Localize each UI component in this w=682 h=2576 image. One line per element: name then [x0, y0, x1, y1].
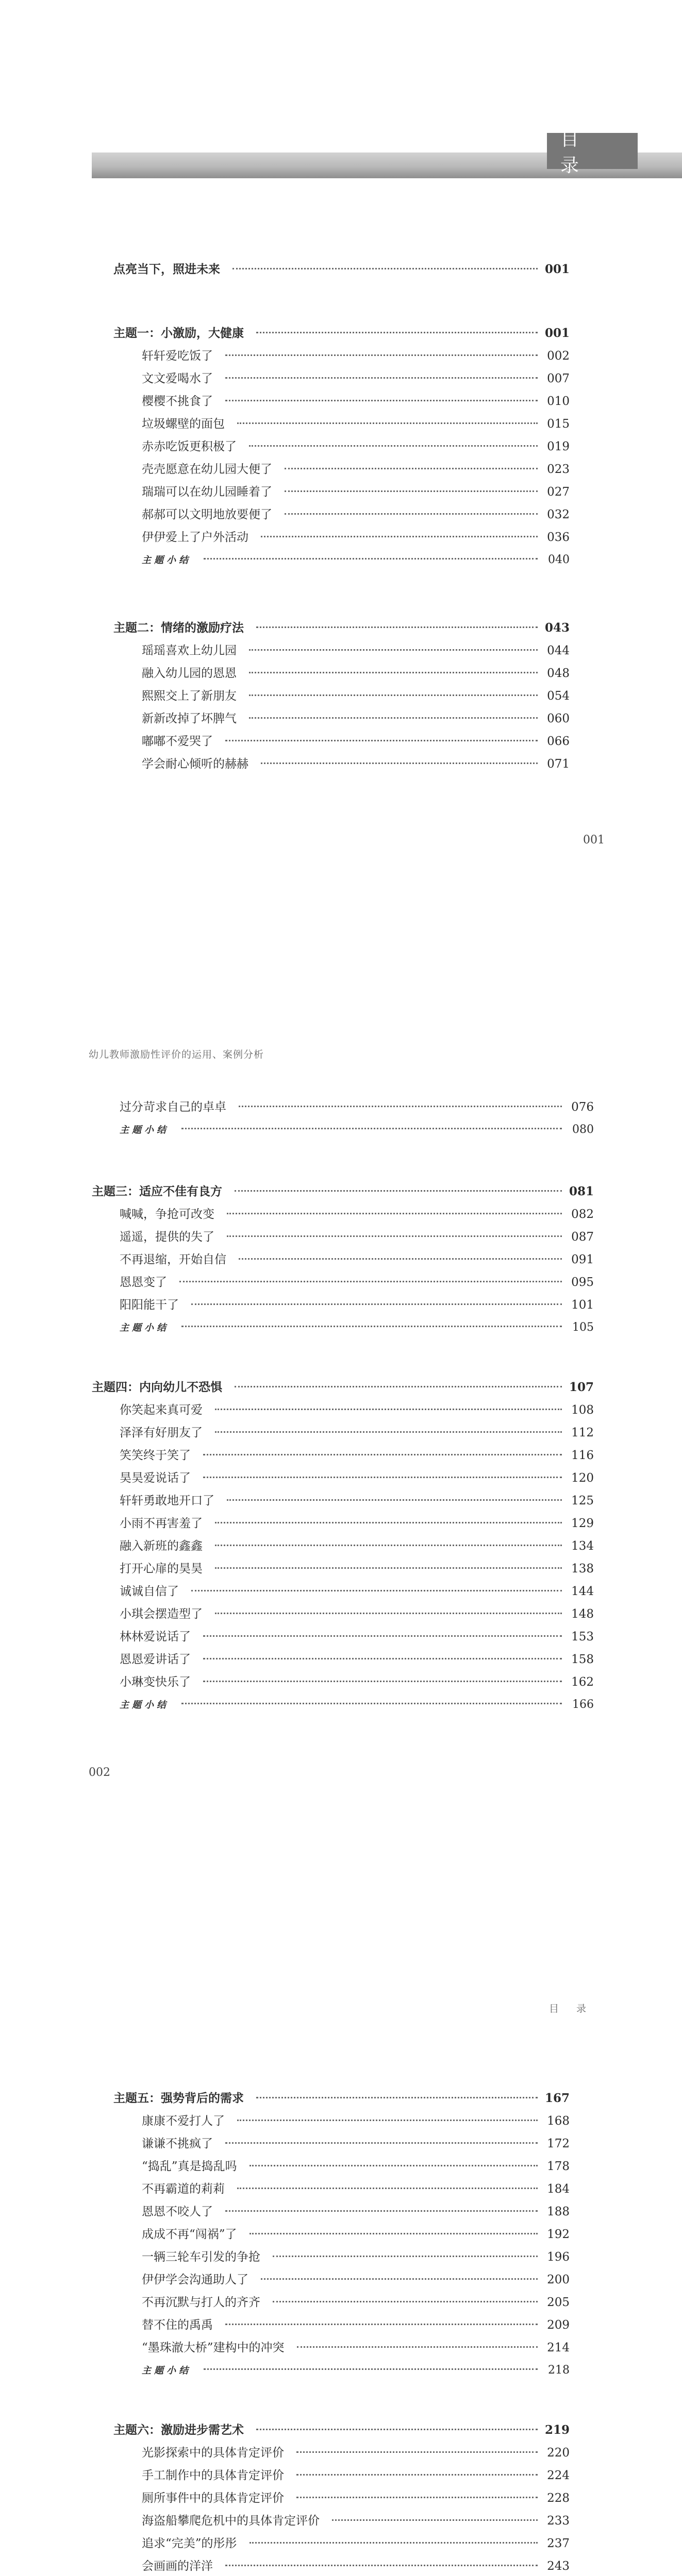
toc-entry-title: 手工制作中的具体肯定评价: [142, 2469, 284, 2482]
dot-leader: [215, 1613, 562, 1614]
toc-entry[interactable]: [120, 1470, 594, 1486]
toc-entry-page: 205: [547, 2296, 570, 2309]
dot-leader: [203, 1681, 562, 1682]
toc-entry[interactable]: [142, 666, 570, 681]
toc-entry-title: 郝郝可以文明地放要便了: [142, 508, 272, 521]
dot-leader: [232, 268, 538, 269]
dot-leader: [285, 513, 538, 515]
toc-entry[interactable]: [142, 2113, 570, 2129]
toc-entry[interactable]: [142, 2317, 570, 2333]
dot-leader: [296, 2474, 538, 2476]
toc-entry[interactable]: [120, 1561, 594, 1577]
toc-entry-title: 笑笑终于笑了: [120, 1449, 191, 1462]
dot-leader: [203, 1454, 562, 1455]
dot-leader: [249, 717, 538, 719]
toc-entry-title: 融入新班的鑫鑫: [120, 1539, 203, 1553]
toc-entry[interactable]: [142, 711, 570, 726]
dot-leader: [332, 2519, 538, 2521]
dot-leader: [215, 1522, 562, 1523]
toc-entry-page: 048: [547, 667, 570, 680]
toc-entry[interactable]: [120, 1099, 594, 1115]
dot-leader: [203, 1658, 562, 1659]
dot-leader: [225, 2210, 538, 2212]
toc-entry-page: 144: [571, 1585, 594, 1598]
toc-entry[interactable]: [142, 2295, 570, 2310]
dot-leader: [191, 1303, 562, 1305]
dot-leader: [215, 1545, 562, 1546]
toc-entry-page: 112: [571, 1426, 594, 1439]
toc-entry-title: “捣乱”真是捣乱吗: [142, 2160, 237, 2173]
toc-topic-heading[interactable]: [92, 1380, 594, 1395]
toc-entry-page: 220: [547, 2446, 570, 2460]
toc-entry-page: 153: [571, 1630, 594, 1643]
toc-entry-title: 会画画的洋洋: [142, 2560, 213, 2573]
dot-leader: [261, 536, 538, 537]
toc-entry-title: 康康不爱打人了: [142, 2114, 225, 2128]
toc-entry[interactable]: [142, 2513, 570, 2529]
toc-entry[interactable]: [142, 2227, 570, 2242]
dot-leader: [249, 694, 538, 696]
toc-entry-title: 主题小结: [120, 1700, 169, 1710]
toc-entry-title: 主题三：适应不佳有良方: [92, 1184, 222, 1198]
toc-entry-title: 成成不再“闯祸”了: [142, 2228, 237, 2241]
toc-entry[interactable]: [142, 2136, 570, 2151]
toc-entry-page: 087: [571, 1230, 594, 1244]
toc-entry-title: 光影探索中的具体肯定评价: [142, 2446, 284, 2460]
toc-entry-title: 伊伊学会沟通助人了: [142, 2273, 248, 2286]
toc-entry-page: 043: [544, 621, 570, 635]
toc-entry-title: 樱樱不挑食了: [142, 395, 213, 408]
dot-leader: [225, 2565, 538, 2566]
toc-entry-page: 138: [571, 1562, 594, 1575]
toc-entry-page: 172: [547, 2137, 570, 2150]
dot-leader: [297, 2346, 538, 2348]
toc-entry-title: 过分苛求自己的卓卓: [120, 1100, 226, 1114]
toc-entry[interactable]: [142, 2204, 570, 2219]
toc-entry[interactable]: [142, 688, 570, 704]
running-head: 幼儿教师激励性评价的运用、案例分析: [89, 1049, 264, 1060]
dot-leader: [225, 377, 538, 379]
toc-header-box: 目 录: [547, 133, 638, 169]
toc-entry-summary[interactable]: [120, 1320, 594, 1335]
toc-entry-title: 主题二：情绪的激励疗法: [113, 621, 244, 635]
toc-entry-page: 184: [547, 2182, 570, 2196]
toc-entry-title: 轩轩爱吃饭了: [142, 349, 213, 363]
toc-entry-title: 主题小结: [120, 1125, 169, 1136]
toc-entry[interactable]: [142, 643, 570, 658]
dot-leader: [256, 2429, 538, 2430]
toc-entry-title: 垃圾螺壁的面包: [142, 417, 225, 431]
toc-entry-title: 小琪会摆造型了: [120, 1607, 203, 1621]
toc-entry-page: 224: [547, 2469, 570, 2482]
toc-entry-page: 101: [571, 1298, 594, 1312]
toc-entry-page: 188: [547, 2205, 570, 2218]
toc-entry[interactable]: [142, 2272, 570, 2287]
toc-entry[interactable]: [120, 1207, 594, 1222]
toc-entry-page: 040: [548, 553, 570, 566]
toc-entry-title: 嘟嘟不爱哭了: [142, 735, 213, 748]
toc-entry-title: 瑞瑞可以在幼儿园睡着了: [142, 485, 272, 499]
toc-entry-intro[interactable]: [113, 262, 570, 277]
toc-entry-title: 恩恩变了: [120, 1276, 167, 1289]
toc-entry[interactable]: [120, 1297, 594, 1313]
toc-entry-title: 不再沉默与打人的齐齐: [142, 2296, 260, 2309]
toc-entry-page: 015: [547, 417, 570, 431]
toc-entry-page: 002: [547, 349, 570, 363]
toc-entry-page: 001: [544, 262, 570, 276]
dot-leader: [227, 1499, 562, 1501]
toc-page-3: [0, 1908, 682, 2576]
toc-entry-title: 瑶瑶喜欢上幼儿园: [142, 644, 237, 657]
toc-entry-page: 027: [547, 485, 570, 499]
toc-entry[interactable]: [142, 394, 570, 409]
toc-entry-page: 081: [569, 1184, 594, 1198]
toc-entry-title: 阳阳能干了: [120, 1298, 179, 1312]
toc-entry[interactable]: [120, 1538, 594, 1554]
toc-entry-page: 218: [548, 2364, 570, 2377]
toc-entry-page: 019: [547, 440, 570, 453]
toc-entry-title: 小琳变快乐了: [120, 1675, 191, 1689]
dot-leader: [261, 762, 538, 764]
toc-entry-title: 主题一：小激励，大健康: [113, 326, 244, 340]
toc-entry-page: 082: [571, 1208, 594, 1221]
toc-entry-summary[interactable]: [142, 552, 570, 568]
toc-entry-page: 125: [571, 1494, 594, 1507]
toc-entry-title: 你笑起来真可爱: [120, 1403, 203, 1417]
toc-entry-page: 080: [572, 1123, 594, 1136]
toc-entry-page: 134: [571, 1539, 594, 1553]
toc-entry[interactable]: [120, 1584, 594, 1599]
toc-entry-page: 166: [572, 1698, 594, 1711]
toc-entry-page: 032: [547, 508, 570, 521]
toc-entry[interactable]: [142, 348, 570, 364]
toc-entry-page: 243: [547, 2560, 570, 2573]
dot-leader: [203, 1477, 562, 1478]
page-number: 001: [583, 834, 605, 846]
toc-entry[interactable]: [142, 734, 570, 749]
toc-entry-summary[interactable]: [142, 2363, 570, 2378]
toc-entry-page: 054: [547, 689, 570, 703]
toc-entry-page: 023: [547, 463, 570, 476]
toc-entry-title: 壳壳愿意在幼儿园大便了: [142, 463, 272, 476]
toc-entry-page: 001: [544, 326, 570, 340]
page-number: 002: [89, 1766, 110, 1779]
dot-leader: [191, 1590, 562, 1591]
dot-leader: [181, 1326, 562, 1327]
toc-topic-heading[interactable]: [92, 1184, 594, 1199]
toc-entry-title: 谦谦不挑疯了: [142, 2137, 213, 2150]
toc-entry[interactable]: [142, 2558, 570, 2574]
toc-entry[interactable]: [142, 462, 570, 477]
toc-entry-page: 200: [547, 2273, 570, 2286]
dot-leader: [249, 2233, 538, 2234]
toc-entry[interactable]: [142, 2340, 570, 2355]
toc-entry-page: 076: [571, 1100, 594, 1114]
toc-entry[interactable]: [142, 2445, 570, 2461]
toc-entry-page: 209: [547, 2318, 570, 2332]
toc-entry[interactable]: [120, 1425, 594, 1440]
toc-entry-page: 219: [544, 2423, 570, 2437]
toc-entry-title: 轩轩勇敢地开口了: [120, 1494, 214, 1507]
dot-leader: [225, 354, 538, 356]
toc-entry-title: 厕所事件中的具体肯定评价: [142, 2492, 284, 2505]
toc-entry[interactable]: [142, 756, 570, 772]
toc-entry[interactable]: [120, 1229, 594, 1245]
running-head: 目 录: [548, 2003, 593, 2014]
toc-topic-heading[interactable]: [113, 326, 570, 341]
dot-leader: [235, 1190, 562, 1192]
dot-leader: [249, 445, 538, 447]
dot-leader: [225, 2142, 538, 2144]
toc-entry[interactable]: [120, 1493, 594, 1509]
toc-topic-heading[interactable]: [113, 620, 570, 636]
dot-leader: [215, 1431, 562, 1433]
toc-entry-page: 071: [547, 757, 570, 771]
dot-leader: [273, 2256, 538, 2257]
toc-entry-title: 主题小结: [120, 1323, 169, 1333]
dot-leader: [249, 2542, 538, 2544]
dot-leader: [249, 649, 538, 651]
toc-entry[interactable]: [142, 2490, 570, 2506]
toc-entry-title: 替不住的禹禹: [142, 2318, 213, 2332]
toc-entry[interactable]: [142, 2181, 570, 2197]
toc-entry[interactable]: [120, 1606, 594, 1622]
toc-entry[interactable]: [120, 1402, 594, 1418]
toc-entry-title: 伊伊爱上了户外活动: [142, 531, 248, 544]
toc-entry-page: 148: [571, 1607, 594, 1621]
toc-entry-page: 120: [571, 1471, 594, 1485]
toc-entry[interactable]: [142, 416, 570, 432]
toc-entry[interactable]: [120, 1275, 594, 1290]
toc-entry-title: 主题五：强势背后的需求: [113, 2091, 244, 2105]
toc-entry-title: 不再霸道的莉莉: [142, 2182, 225, 2196]
dot-leader: [256, 2097, 538, 2098]
toc-entry-title: 海盗船攀爬危机中的具体肯定评价: [142, 2514, 320, 2528]
toc-entry-title: 泽泽有好朋友了: [120, 1426, 203, 1439]
dot-leader: [256, 626, 538, 628]
dot-leader: [285, 490, 538, 492]
toc-entry-page: 196: [547, 2250, 570, 2264]
toc-entry-title: 林林爱说话了: [120, 1630, 191, 1643]
dot-leader: [215, 1567, 562, 1569]
dot-leader: [273, 2301, 538, 2302]
toc-entry-title: 点亮当下，照进未来: [113, 262, 220, 276]
toc-entry-title: 主题小结: [142, 555, 191, 566]
dot-leader: [203, 1635, 562, 1637]
toc-entry[interactable]: [120, 1629, 594, 1645]
dot-leader: [285, 468, 538, 469]
toc-entry-title: 一辆三轮车引发的争抢: [142, 2250, 260, 2264]
toc-entry-title: 恩恩爱讲话了: [120, 1653, 191, 1666]
dot-leader: [225, 740, 538, 741]
toc-entry[interactable]: [120, 1448, 594, 1463]
toc-entry[interactable]: [120, 1674, 594, 1690]
toc-entry[interactable]: [142, 2468, 570, 2483]
dot-leader: [225, 400, 538, 401]
toc-entry[interactable]: [142, 439, 570, 454]
dot-leader: [181, 1128, 562, 1129]
dot-leader: [239, 1258, 562, 1260]
toc-entry-page: 091: [571, 1253, 594, 1266]
toc-entry-title: 打开心扉的昊昊: [120, 1562, 203, 1575]
dot-leader: [235, 1386, 562, 1387]
dot-leader: [225, 2324, 538, 2325]
toc-entry-page: 060: [547, 712, 570, 725]
toc-entry-title: 熙熙交上了新朋友: [142, 689, 237, 703]
toc-entry-title: 文文爱喝水了: [142, 372, 213, 385]
dot-leader: [296, 2451, 538, 2453]
dot-leader: [215, 1409, 562, 1410]
toc-entry-title: “墨珠澈大桥”建构中的冲突: [142, 2341, 285, 2354]
toc-entry-page: 214: [547, 2341, 570, 2354]
toc-entry[interactable]: [120, 1652, 594, 1667]
toc-entry-title: 昊昊爱说话了: [120, 1471, 191, 1485]
toc-entry-page: 116: [571, 1449, 594, 1462]
toc-entry-title: 不再退缩，开始自信: [120, 1253, 226, 1266]
toc-entry-page: 192: [547, 2228, 570, 2241]
dot-leader: [204, 558, 538, 560]
toc-entry-page: 066: [547, 735, 570, 748]
toc-entry-page: 044: [547, 644, 570, 657]
dot-leader: [237, 422, 538, 424]
toc-entry-title: 赤赤吃饭更积极了: [142, 440, 237, 453]
dot-leader: [261, 2278, 538, 2280]
toc-entry-title: 新新改掉了坏脾气: [142, 712, 237, 725]
toc-entry-page: 233: [547, 2514, 570, 2528]
toc-entry-title: 遥遥，提供的失了: [120, 1230, 214, 1244]
dot-leader: [237, 2188, 538, 2189]
toc-entry-title: 追求“完美”的彤彤: [142, 2537, 237, 2550]
dot-leader: [227, 1235, 562, 1237]
toc-entry[interactable]: [142, 2249, 570, 2265]
toc-entry-summary[interactable]: [120, 1122, 594, 1138]
dot-leader: [249, 672, 538, 673]
toc-entry-title: 主题小结: [142, 2365, 191, 2376]
dot-leader: [296, 2497, 538, 2498]
toc-entry-page: 237: [547, 2537, 570, 2550]
toc-entry[interactable]: [142, 484, 570, 500]
toc-entry-page: 036: [547, 531, 570, 544]
toc-entry-title: 恩恩不咬人了: [142, 2205, 213, 2218]
toc-entry-page: 095: [571, 1276, 594, 1289]
toc-entry-page: 108: [571, 1403, 594, 1417]
dot-leader: [227, 1213, 562, 1214]
toc-page-2: [0, 954, 682, 1908]
toc-entry-title: 主题四：内向幼儿不恐惧: [92, 1380, 222, 1394]
dot-leader: [249, 2165, 538, 2166]
toc-entry[interactable]: [120, 1252, 594, 1267]
toc-entry-title: 小雨不再害羞了: [120, 1517, 203, 1530]
toc-entry-page: 007: [547, 372, 570, 385]
toc-entry[interactable]: [142, 530, 570, 545]
dot-leader: [256, 332, 538, 333]
toc-entry[interactable]: [120, 1516, 594, 1531]
toc-entry-page: 167: [544, 2091, 570, 2105]
toc-entry-title: 诚诚自信了: [120, 1585, 179, 1598]
toc-entry-page: 107: [569, 1380, 594, 1394]
toc-entry-title: 学会耐心倾听的赫赫: [142, 757, 248, 771]
toc-topic-heading[interactable]: [113, 2422, 570, 2438]
toc-entry-page: 162: [571, 1675, 594, 1689]
toc-entry-page: 129: [571, 1517, 594, 1530]
toc-page-1: [0, 0, 682, 954]
toc-entry[interactable]: [142, 507, 570, 522]
dot-leader: [239, 1106, 562, 1107]
toc-entry-page: 178: [547, 2160, 570, 2173]
toc-entry-title: 喊喊，争抢可改变: [120, 1208, 214, 1221]
dot-leader: [181, 1703, 562, 1704]
toc-entry-page: 010: [547, 395, 570, 408]
toc-topic-heading[interactable]: [113, 2091, 570, 2106]
toc-entry-summary[interactable]: [120, 1697, 594, 1713]
dot-leader: [179, 1281, 562, 1282]
toc-entry-title: 融入幼儿园的恩恩: [142, 667, 237, 680]
dot-leader: [237, 2120, 538, 2121]
dot-leader: [204, 2368, 538, 2370]
toc-entry[interactable]: [142, 2159, 570, 2174]
toc-entry-page: 158: [571, 1653, 594, 1666]
toc-entry-page: 228: [547, 2492, 570, 2505]
toc-entry-title: 主题六：激励进步需艺术: [113, 2423, 244, 2437]
toc-entry-page: 168: [547, 2114, 570, 2128]
toc-entry-page: 105: [572, 1321, 594, 1334]
toc-entry[interactable]: [142, 2536, 570, 2551]
toc-entry[interactable]: [142, 371, 570, 386]
